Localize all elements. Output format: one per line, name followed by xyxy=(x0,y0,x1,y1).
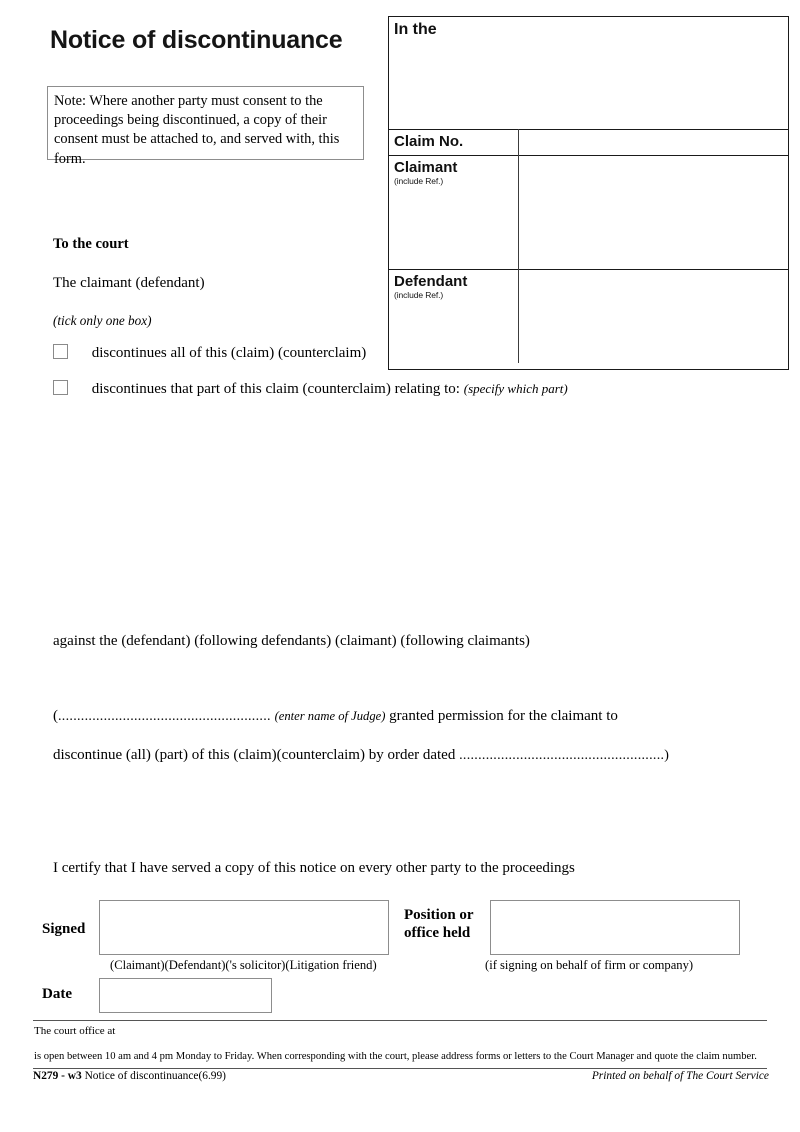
tick-one-box-note: (tick only one box) xyxy=(53,313,152,328)
discontinue-order-line xyxy=(53,747,669,764)
court-box-vertical-divider xyxy=(518,129,519,363)
discontinue-part-label xyxy=(92,381,568,398)
court-office-text: The court office at xyxy=(34,1025,116,1037)
page-title: Notice of discontinuance xyxy=(50,26,343,54)
footer-rule-top xyxy=(33,1020,767,1021)
court-box-divider-2 xyxy=(389,155,788,156)
claimant-defendant-line: The claimant (defendant) xyxy=(53,275,205,291)
to-the-court-heading: To the court xyxy=(53,236,129,252)
signature-field[interactable] xyxy=(99,900,389,955)
form-code: N279 - w3 xyxy=(33,1070,82,1082)
in-the-label: In the xyxy=(394,21,437,38)
date-label: Date xyxy=(42,986,72,1002)
claimant-label xyxy=(394,159,457,186)
judge-permission-line xyxy=(53,708,618,725)
discontinue-all-row xyxy=(53,344,366,362)
defendant-label xyxy=(394,273,467,300)
position-label-line2: office held xyxy=(404,925,471,941)
certification-statement: I certify that I have served a copy of this notice on every other party to the proceedings xyxy=(53,860,575,876)
specify-which-part-hint: (specify which part) xyxy=(463,381,568,396)
judge-permission-rest: granted permission for the claimant to xyxy=(385,708,618,724)
discontinue-all-label: discontinues all of this (claim) (counterclaim) xyxy=(91,345,367,361)
claimant-label-text: Claimant xyxy=(394,159,458,176)
footer-rule-mid xyxy=(33,1068,767,1069)
date-field[interactable] xyxy=(99,978,272,1013)
consent-note-box xyxy=(47,86,364,167)
court-box-divider-1 xyxy=(389,129,788,130)
discontinue-order-text: discontinue (all) (part) of this (claim)(counterclaim) by order dated xyxy=(53,747,460,763)
discontinue-part-row xyxy=(53,380,568,398)
judge-open-paren: ( xyxy=(53,708,58,724)
against-parties-line: against the (defendant) (following defendants) (claimant) (following claimants) xyxy=(53,633,530,649)
signed-label: Signed xyxy=(42,921,86,937)
claimant-include-ref: (include Ref.) xyxy=(394,176,444,186)
form-code-line xyxy=(33,1070,226,1082)
consent-note-text: Note: Where another party must consent to the proceedings being discontinued, a copy of their consent must be attached to, and served with, this form. xyxy=(54,93,340,167)
defendant-include-ref: (include Ref.) xyxy=(394,290,444,300)
position-held-label xyxy=(404,906,474,942)
order-date-leader[interactable]: ......................................................) xyxy=(459,748,670,763)
opening-hours-text: is open between 10 am and 4 pm Monday to Friday. When corresponding with the court, please address forms or letters to the Court Manager and quote the claim number. xyxy=(34,1051,757,1062)
enter-name-of-judge-hint: (enter name of Judge) xyxy=(274,709,386,723)
court-box-divider-3 xyxy=(389,269,788,270)
position-held-field[interactable] xyxy=(490,900,740,955)
discontinue-part-checkbox[interactable] xyxy=(53,380,68,395)
claim-no-label: Claim No. xyxy=(394,133,464,150)
court-details-box xyxy=(388,16,789,370)
signed-caption: (Claimant)(Defendant)('s solicitor)(Litigation friend) xyxy=(110,958,377,972)
form-name: Notice of discontinuance(6.99) xyxy=(81,1070,226,1082)
judge-name-leader[interactable]: ........................................................ xyxy=(58,709,271,724)
position-label-line1: Position or xyxy=(404,907,474,923)
position-caption: (if signing on behalf of firm or company) xyxy=(485,958,694,972)
discontinue-part-text: discontinues that part of this claim (counterclaim) relating to: xyxy=(91,381,460,397)
discontinue-all-checkbox[interactable] xyxy=(53,344,68,359)
printed-by-text: Printed on behalf of The Court Service xyxy=(591,1070,769,1082)
defendant-label-text: Defendant xyxy=(394,273,468,290)
